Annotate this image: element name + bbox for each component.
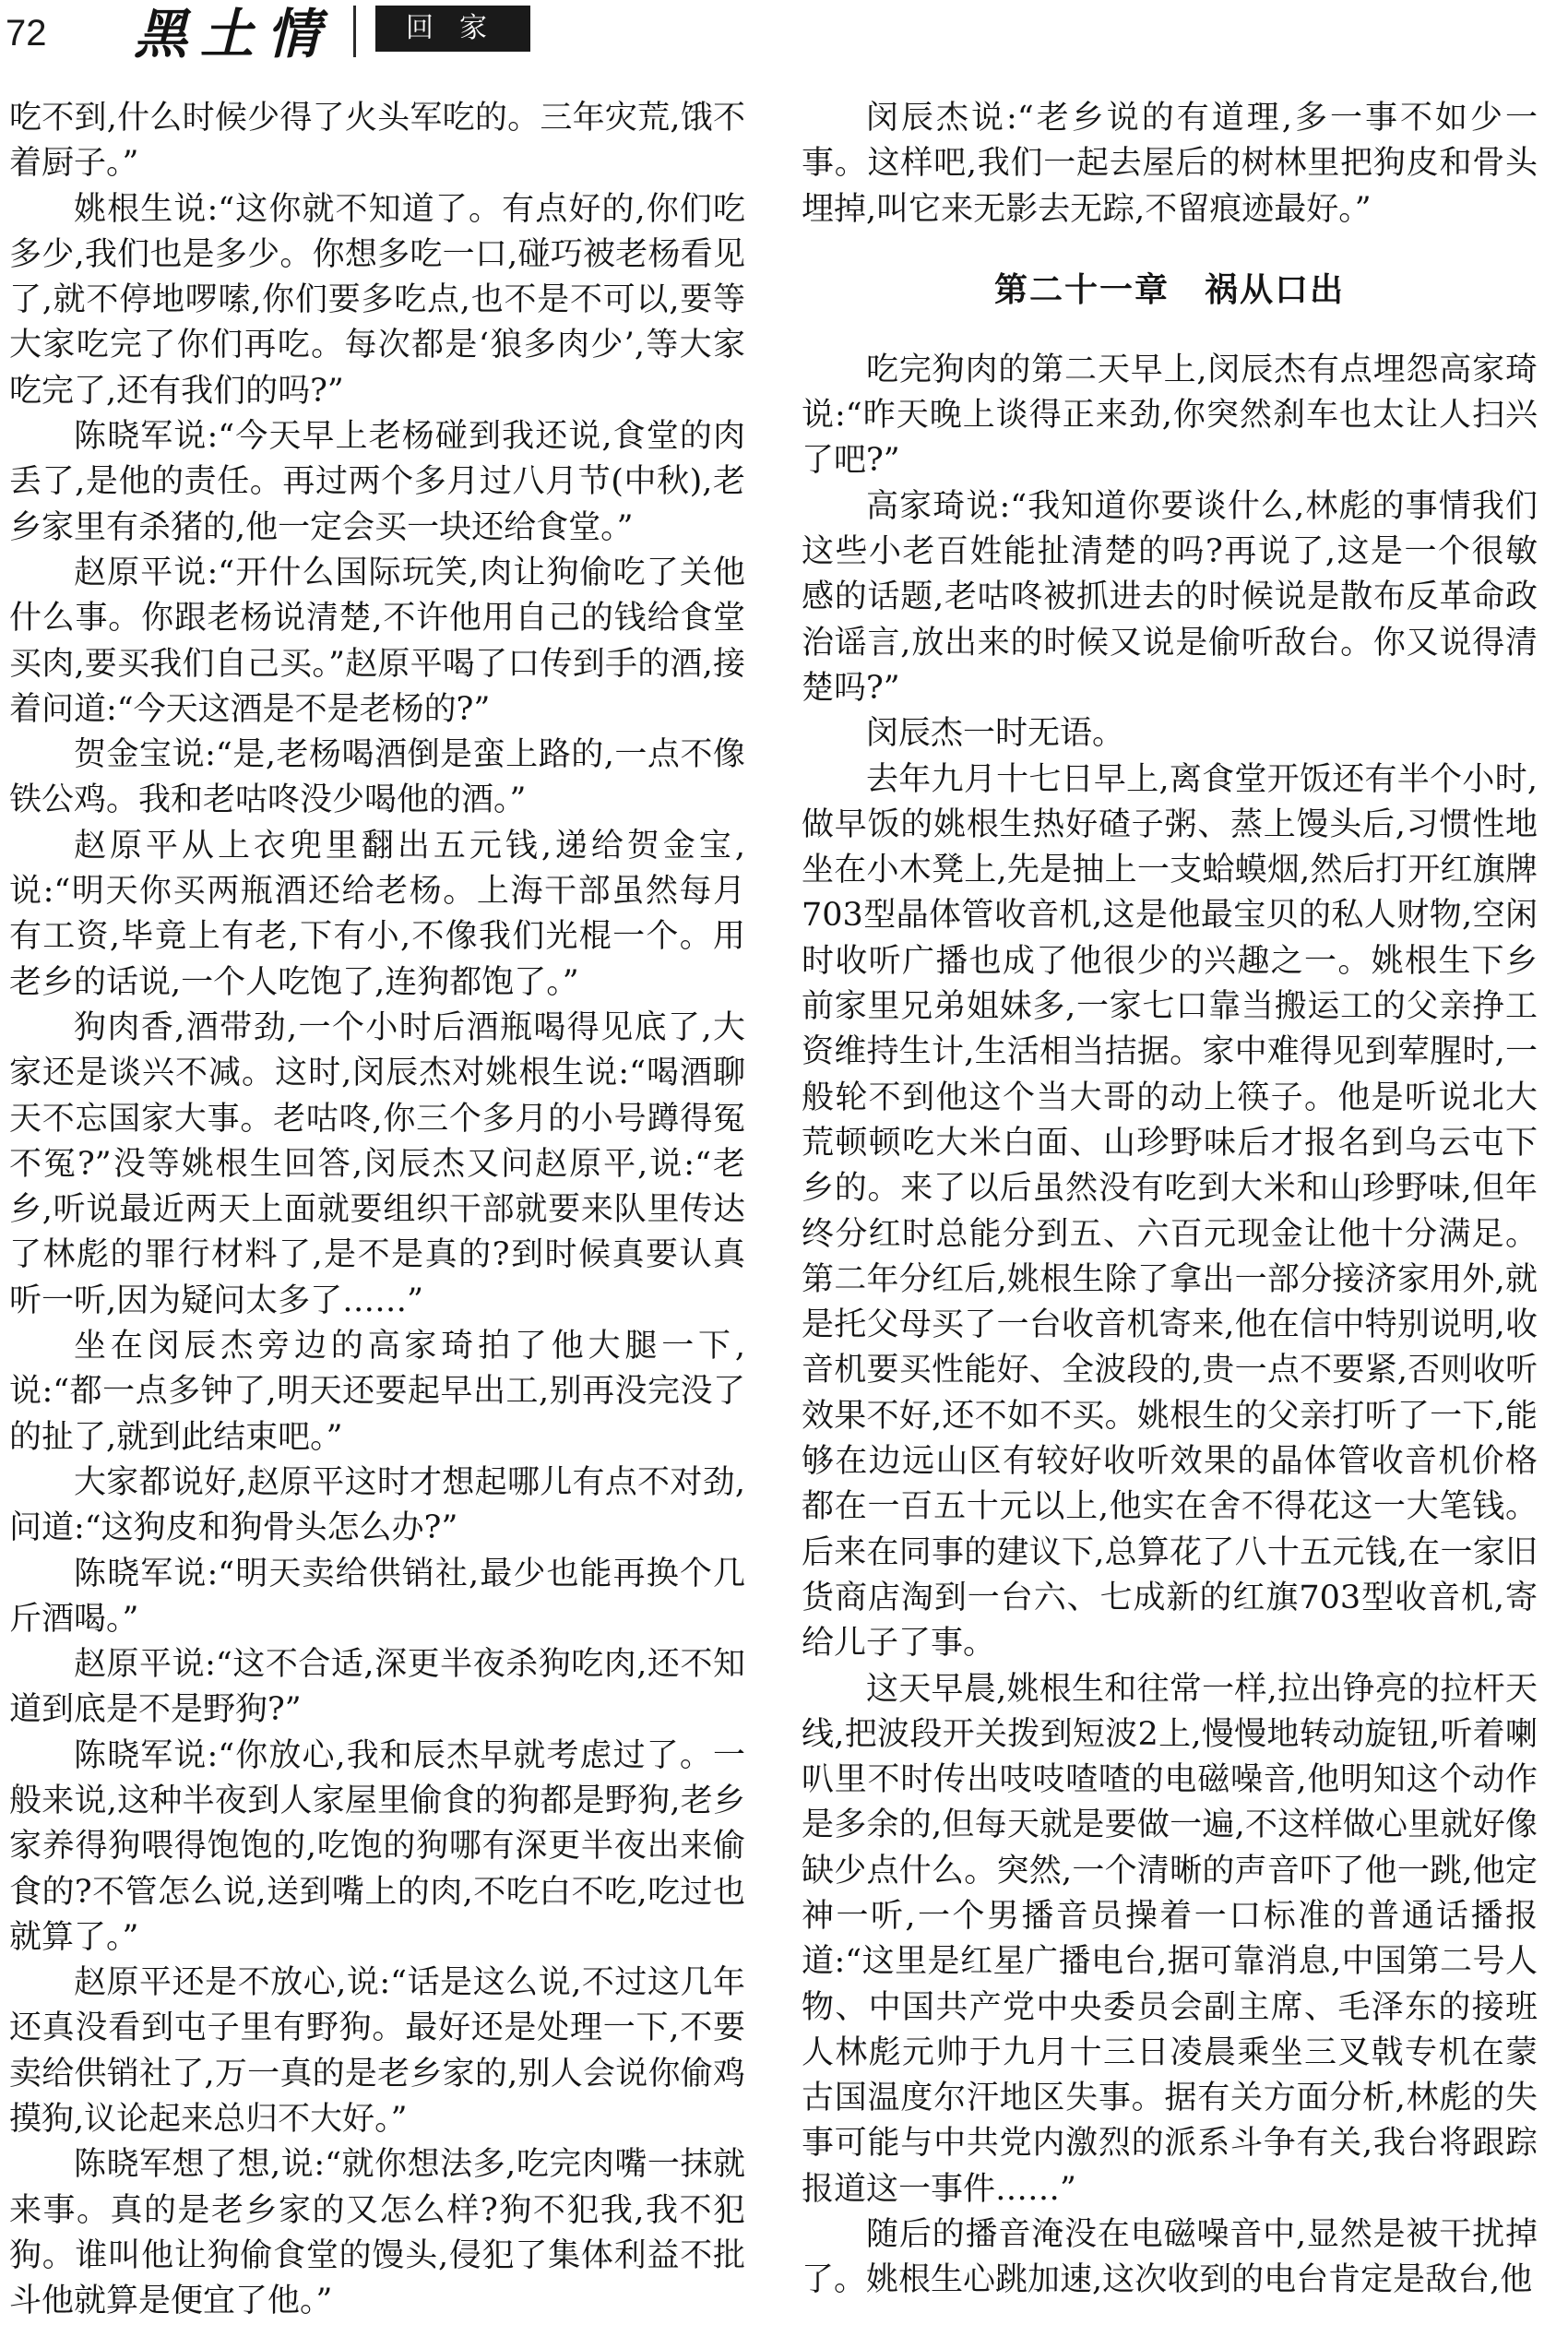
magazine-title: 黑土情 (134, 3, 334, 66)
paragraph: 赵原平说:“开什么国际玩笑,肉让狗偷吃了关他什么事。你跟老杨说清楚,不许他用自己的钱给食堂买肉,要买我们自己买。”赵原平喝了口传到手的酒,接着问道:“今天这酒是不是老杨的?” (9, 554, 745, 728)
paragraph: 去年九月十七日早上,离食堂开饭还有半个小时,做早饭的姚根生热好碴子粥、蒸上馒头后,习惯性地坐在小木凳上,先是抽上一支蛤蟆烟,然后打开红旗牌703型晶体管收音机,这是他最宝贝的私人财物,空闲时收听广播也成了他很少的兴趣之一。姚根生下乡前家里兄弟姐妹多,一家七口靠当搬运工的父亲挣工资维持生计,生活相当拮据。家中难得见到荤腥时,一般轮不到他这个当大哥的动上筷子。他是听说北大荒顿顿吃大米白面、山珍野味后才报名到乌云屯下乡的。来了以后虽然没有吃到大米和山珍野味,但年终分红时总能分到五、六百元现金让他十分满足。第二年分红后,姚根生除了拿出一部分接济家用外,就是托父母买了一台收音机寄来,他在信中特别说明,收音机要买性能好、全波段的,贵一点不要紧,否则收听效果不好,还不如不买。姚根生的父亲打听了一下,能够在边远山区有较好收听效果的晶体管收音机价格都在一百五十元以上,他实在舍不得花这一大笔钱。后来在同事的建议下,总算花了八十五元钱,在一家旧货商店淘到一台六、七成新的红旗703型收音机,寄给儿子了事。 (802, 760, 1538, 1663)
paragraph: 吃不到,什么时候少得了火头军吃的。三年灾荒,饿不着厨子。” (9, 100, 745, 183)
paragraph: 闵辰杰说:“老乡说的有道理,多一事不如少一事。这样吧,我们一起去屋后的树林里把狗皮和骨头埋掉,叫它来无影去无踪,不留痕迹最好。” (802, 100, 1538, 228)
paragraph: 坐在闵辰杰旁边的高家琦拍了他大腿一下,说:“都一点多钟了,明天还要起早出工,别再没完没了的扯了,就到此结束吧。” (9, 1328, 745, 1456)
paragraph: 闵辰杰一时无语。 (866, 715, 1125, 753)
paragraph: 这天早晨,姚根生和往常一样,拉出铮亮的拉杆天线,把波段开关拨到短波2上,慢慢地转动旋钮,听着喇叭里不时传出吱吱喳喳的电磁噪音,他明知这个动作是多余的,但每天就是要做一遍,不这样做心里就好像缺少点什么。突然,一个清晰的声音吓了他一跳,他定神一听,一个男播音员操着一口标准的普通话播报道:“这里是红星广播电台,据可靠消息,中国第二号人物、中国共产党中央委员会副主席、毛泽东的接班人林彪元帅于九月十三日凌晨乘坐三叉戟专机在蒙古国温度尔汗地区失事。据有关方面分析,林彪的失事可能与中共党内激烈的派系斗争有关,我台将跟踪报道这一事件……” (802, 1670, 1538, 2208)
paragraph: 贺金宝说:“是,老杨喝酒倒是蛮上路的,一点不像铁公鸡。我和老咕咚没少喝他的酒。” (9, 736, 745, 819)
paragraph: 陈晓军说:“你放心,我和辰杰早就考虑过了。一般来说,这种半夜到人家屋里偷食的狗都是野狗,老乡家养得狗喂得饱饱的,吃饱的狗哪有深更半夜出来偷食的?不管怎么说,送到嘴上的肉,不吃白不吃,吃过也就算了。” (9, 1736, 745, 1956)
page-number: 72 (6, 13, 47, 54)
section-tag: 回家 (375, 6, 530, 52)
paragraph: 陈晓军说:“今天早上老杨碰到我还说,食堂的肉丢了,是他的责任。再过两个多月过八月节(中秋),老乡家里有杀猪的,他一定会买一块还给食堂。” (9, 418, 745, 546)
paragraph: 吃完狗肉的第二天早上,闵辰杰有点埋怨高家琦说:“昨天晚上谈得正来劲,你突然刹车也太让人扫兴了吧?” (802, 351, 1538, 480)
right-column (802, 96, 1538, 2299)
paragraph: 赵原平还是不放心,说:“话是这么说,不过这几年还真没看到屯子里有野狗。最好还是处理一下,不要卖给供销社了,万一真的是老乡家的,别人会说你偷鸡摸狗,议论起来总归不大好。” (9, 1964, 745, 2139)
paragraph: 姚根生说:“这你就不知道了。有点好的,你们吃多少,我们也是多少。你想多吃一口,碰巧被老杨看见了,就不停地啰嗦,你们要多吃点,也不是不可以,要等大家吃完了你们再吃。每次都是‘狼多肉少’,等大家吃完了,还有我们的吗?” (9, 190, 745, 410)
paragraph: 随后的播音淹没在电磁噪音中,显然是被干扰掉了。姚根生心跳加速,这次收到的电台肯定是敌台,他 (802, 2216, 1538, 2299)
paragraph: 赵原平从上衣兜里翻出五元钱,递给贺金宝,说:“明天你买两瓶酒还给老杨。上海干部虽然每月有工资,毕竟上有老,下有小,不像我们光棍一个。用老乡的话说,一个人吃饱了,连狗都饱了。” (9, 827, 745, 1001)
paragraph: 高家琦说:“我知道你要谈什么,林彪的事情我们这些小老百姓能扯清楚的吗?再说了,这是一个很敏感的话题,老咕咚被抓进去的时候说是散布反革命政治谣言,放出来的时候又说是偷听敌台。你又说得清楚吗?” (802, 487, 1538, 707)
paragraph: 赵原平说:“这不合适,深更半夜杀狗吃肉,还不知道到底是不是野狗?” (9, 1646, 745, 1729)
paragraph: 大家都说好,赵原平这时才想起哪儿有点不对劲,问道:“这狗皮和狗骨头怎么办?” (9, 1463, 745, 1547)
left-column (9, 96, 745, 2320)
chapter-title: 第二十一章 祸从口出 (993, 270, 1345, 309)
paragraph: 狗肉香,酒带劲,一个小时后酒瓶喝得见底了,大家还是谈兴不减。这时,闵辰杰对姚根生说:“喝酒聊天不忘国家大事。老咕咚,你三个多月的小号蹲得冤不冤?”没等姚根生回答,闵辰杰又问赵原平,说:“老乡,听说最近两天上面就要组织干部就要来队里传达了林彪的罪行材料了,是不是真的?到时候真要认真听一听,因为疑问太多了……” (9, 1008, 745, 1319)
paragraph: 陈晓军说:“明天卖给供销社,最少也能再换个几斤酒喝。” (9, 1555, 745, 1638)
header-divider (353, 6, 356, 57)
paragraph: 陈晓军想了想,说:“就你想法多,吃完肉嘴一抹就来事。真的是老乡家的又怎么样?狗不犯我,我不犯狗。谁叫他让狗偷食堂的馒头,侵犯了集体利益不批斗他就算是便宜了他。” (9, 2146, 745, 2320)
page-header (0, 0, 1568, 74)
